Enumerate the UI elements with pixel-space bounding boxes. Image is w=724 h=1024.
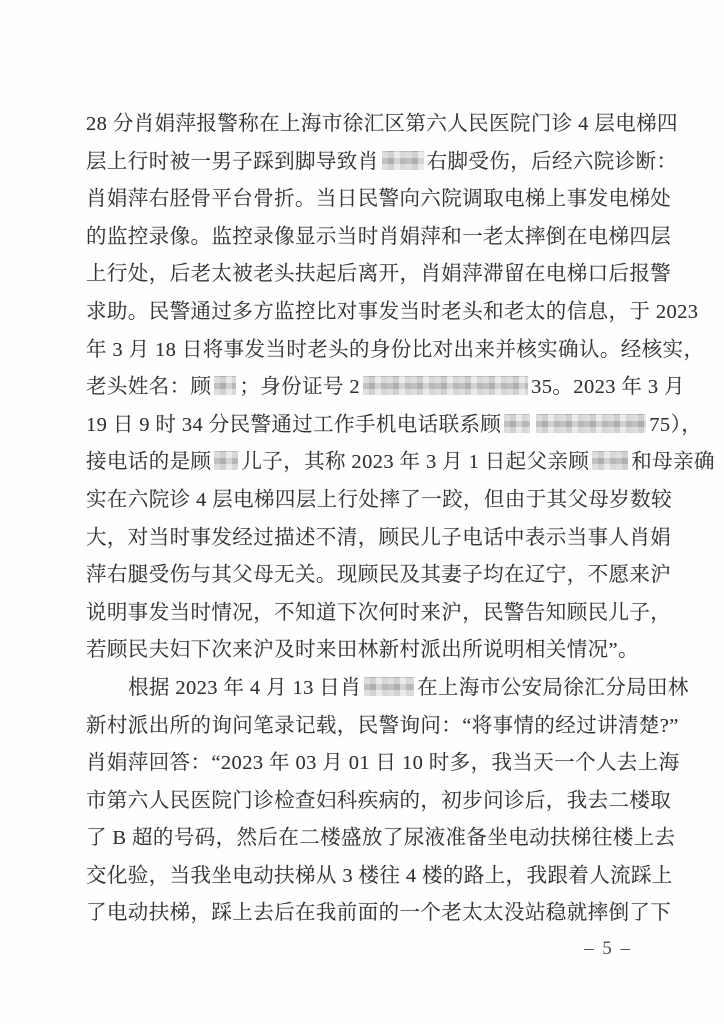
text-run: 28 分肖娟萍报警称在上海市徐汇区第六人民医院门诊 4 层电梯四	[86, 113, 678, 135]
text-run: 和母亲确	[631, 451, 715, 474]
text-run: 了电动扶梯，踩上去后在我前面的一个老太太没站稳就摔倒了下	[86, 902, 672, 925]
text-line	[86, 144, 678, 182]
text-run: 儿子，其称 2023 年 3 月 1 日起父亲顾	[241, 451, 590, 474]
text-line	[86, 858, 673, 896]
redaction-block	[536, 414, 646, 433]
text-run: 根据 2023 年 4 月 13 日肖	[128, 676, 362, 699]
redaction-block	[364, 677, 414, 696]
text-line	[86, 106, 678, 144]
text-line	[86, 670, 689, 708]
text-run: 19 日 9 时 34 分民警通过工作手机电话联系顾	[86, 413, 502, 436]
text-line	[86, 256, 672, 294]
text-line	[86, 557, 672, 595]
text-run: 35。2023 年 3 月	[531, 376, 685, 399]
text-run: 75），	[649, 413, 703, 436]
text-line	[86, 895, 672, 933]
page-number: – 5 –	[584, 938, 632, 959]
text-run: 年 3 月 18 日将事发当时老头的身份比对出来并核实确认。经核实，	[86, 338, 705, 361]
text-line	[86, 595, 672, 633]
text-line	[86, 482, 672, 520]
text-run: 右脚受伤，后经六院诊断：	[426, 150, 678, 173]
text-run: 肖娟萍右胫骨平台骨折。当日民警向六院调取电梯上事发电梯处	[86, 188, 672, 211]
text-run: 求助。民警通过多方监控比对事发当时老头和老太的信息，于 2023	[86, 300, 699, 323]
text-run: 说明事发当时情况，不知道下次何时来沪，民警告知顾民儿子，	[86, 601, 672, 624]
text-line	[86, 632, 661, 670]
document-body	[86, 106, 715, 933]
text-run: 新村派出所的询问笔录记载，民警询问：“将事情的经过讲清楚?”	[86, 714, 679, 737]
redaction-block	[214, 451, 238, 470]
text-line	[86, 332, 705, 370]
text-run: 了 B 超的号码，然后在二楼盛放了尿液准备坐电动扶梯往楼上去	[86, 827, 676, 850]
text-run: ；身份证号 2	[239, 376, 361, 399]
text-run: 肖娟萍回答：“2023 年 03 月 01 日 10 时多，我当天一个人去上海	[86, 752, 680, 775]
text-run: 若顾民夫妇下次来沪及时来田林新村派出所说明相关情况”。	[86, 639, 639, 662]
text-line	[86, 708, 679, 746]
redaction-block	[214, 376, 236, 395]
text-line	[86, 294, 699, 332]
text-line	[86, 820, 676, 858]
text-line	[86, 407, 703, 445]
text-run: 的监控录像。监控录像显示当时肖娟萍和一老太摔倒在电梯四层	[86, 225, 672, 248]
text-line	[86, 181, 672, 219]
redaction-block	[592, 451, 628, 470]
text-run: 大，对当时事发经过描述不清，顾民儿子电话中表示当事人肖娟	[86, 526, 672, 549]
text-line	[86, 745, 680, 783]
text-run: 层上行时被一男子踩到脚导致肖	[86, 150, 379, 173]
text-line	[86, 444, 715, 482]
text-run: 上行处，后老太被老头扶起后离开，肖娟萍滞留在电梯口后报警	[86, 263, 672, 286]
text-run: 老头姓名：顾	[86, 376, 212, 399]
redaction-block	[504, 414, 530, 433]
text-line	[86, 520, 672, 558]
redaction-block	[382, 151, 424, 170]
text-run: 交化验，当我坐电动扶梯从 3 楼往 4 楼的路上，我跟着人流踩上	[86, 864, 673, 887]
text-line	[86, 219, 672, 257]
redaction-block	[363, 376, 528, 395]
text-run: 市第六人民医院门诊检查妇科疾病的，初步问诊后，我去二楼取	[86, 789, 672, 812]
text-line	[86, 369, 685, 407]
text-line	[86, 783, 672, 821]
text-run: 实在六院诊 4 层电梯四层上行处摔了一跤，但由于其父母岁数较	[86, 488, 672, 511]
text-run: 萍右腿受伤与其父母无关。现顾民及其妻子均在辽宁，不愿来沪	[86, 564, 672, 587]
text-run: 接电话的是顾	[86, 451, 212, 474]
text-run: 在上海市公安局徐汇分局田林	[417, 676, 689, 699]
